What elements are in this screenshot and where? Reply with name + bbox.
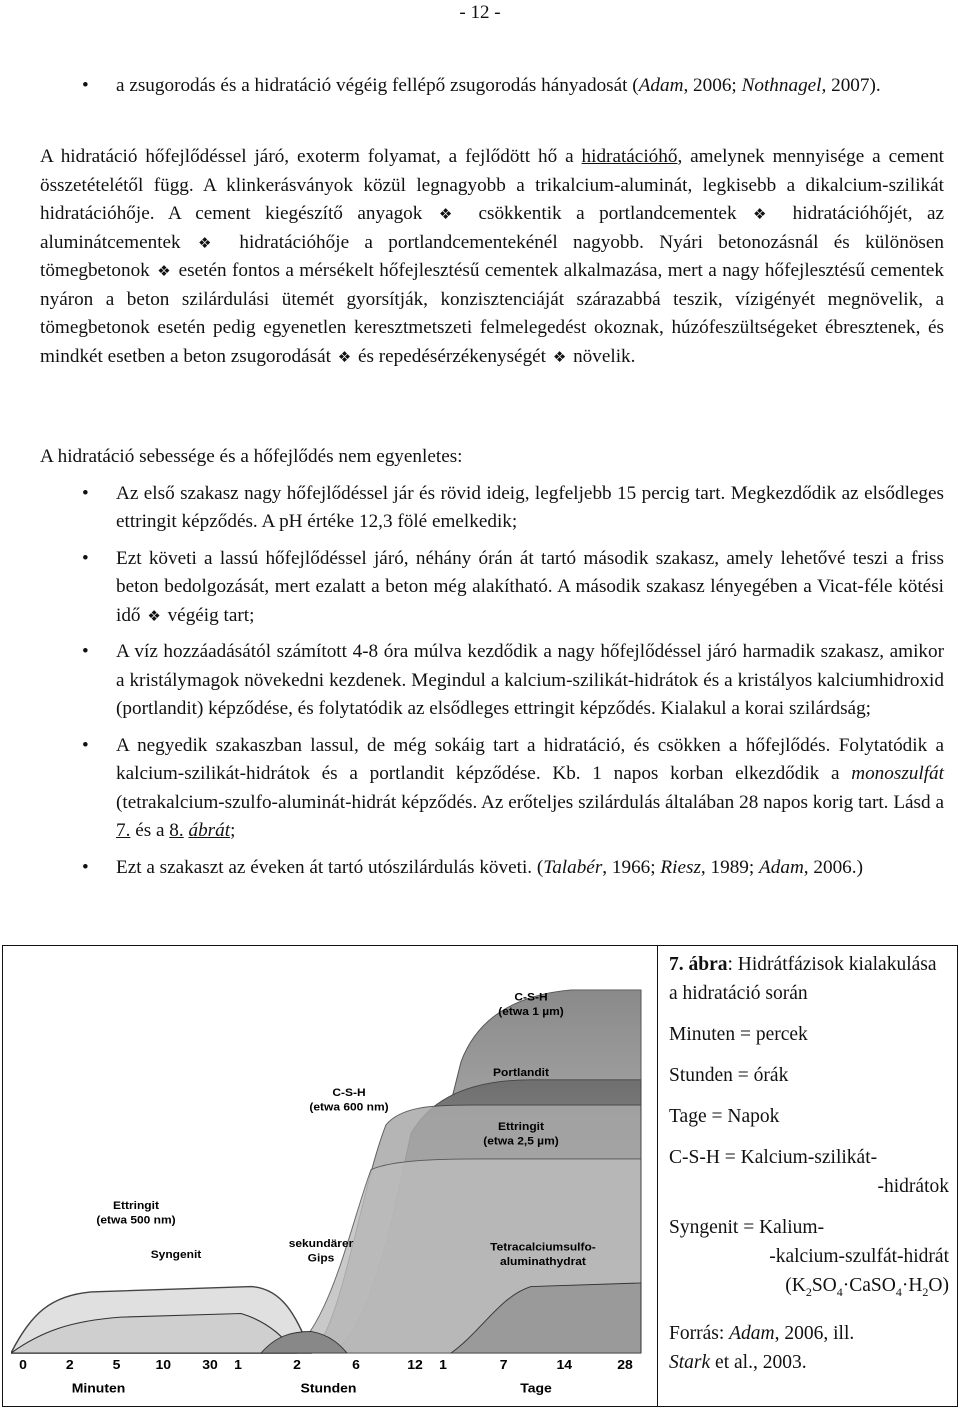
x-tick-label: 7: [499, 1357, 508, 1373]
x-tick-label: 12: [407, 1357, 423, 1373]
diamond-icon: ❖: [753, 205, 777, 223]
stage-bullet-4: • A negyedik szakaszban lassul, de még sokáig tart a hidratáció, és csökken a hőfejlődés. Folytatódik a kalcium-szilikát-hidrátok és a portlandit képződése. Kb. 1 napos korban elkezdődik a monoszulfát (tetrakalcium-szulfo-aluminát-hidrát képződés. Az erőteljes szilárdulás általában 28 napos korig tart. Lásd a 7. és a 8. ábrát;: [82, 734, 944, 841]
label-ettringit-small-size: (etwa 500 nm): [96, 1215, 176, 1227]
diamond-icon: ❖: [147, 606, 161, 625]
label-csh-large-size: (etwa 1 µm): [498, 1006, 564, 1018]
label-gips-1: sekundärer: [288, 1238, 354, 1250]
label-csh-small: C-S-H: [332, 1087, 366, 1099]
x-tick-label: 30: [202, 1357, 218, 1373]
x-tick-label: 5: [112, 1357, 121, 1373]
x-tick-label: 28: [617, 1357, 633, 1373]
label-gips-2: Gips: [307, 1252, 335, 1265]
x-tick-label: 1: [234, 1357, 242, 1373]
legend-stunden: Stunden = órák: [669, 1065, 789, 1086]
x-tick-label: 14: [556, 1357, 573, 1373]
label-ettringit-large: Ettringit: [498, 1121, 544, 1133]
stage-bullet-3: • A víz hozzáadásától számított 4-8 óra múlva kezdődik a nagy hőfejlődéssel járó harmadik szakasz, amikor a kristálymagok növekedni kezdenek. Megindul a kalcium-szilikát-hidrátok és a kristályos kalciumhidroxid (portlandit) képződése, és folytatódik az elsődleges ettringit képződés. Kialakul a korai szilárdság;: [82, 641, 944, 719]
label-csh-small-size: (etwa 600 nm): [309, 1101, 389, 1114]
legend-tage: Tage = Napok: [669, 1106, 780, 1127]
label-csh-large: C-S-H: [514, 992, 548, 1004]
legend-minuten: Minuten = percek: [669, 1024, 808, 1045]
figure-legend: [669, 950, 949, 1389]
figure-caption: 7. ábra: Hidrátfázisok kialakulása a hidratáció során: [669, 954, 937, 1004]
x-tick-label: 10: [155, 1357, 172, 1373]
figure-divider: [657, 946, 658, 1406]
x-tick-label: 0: [19, 1357, 27, 1373]
x-tick-label: 1: [439, 1357, 447, 1373]
x-tick-label: 2: [65, 1357, 74, 1373]
diamond-icon: ❖: [552, 347, 567, 366]
label-tetra-1: Tetracalciumsulfo-: [490, 1242, 596, 1254]
diamond-icon: ❖: [337, 347, 352, 366]
stage-bullet-2: • Ezt követi a lassú hőfejlődéssel járó, néhány órán át tartó második szakasz, amely lehetővé teszi a friss beton bedolgozását, mert ezalatt a beton még alakítható. A második szakasz lényegében a Vicat-féle kötési idő ❖ végéig tart;: [82, 547, 944, 626]
x-group-label: Minuten: [71, 1381, 126, 1396]
hydrate-phase-chart: [11, 954, 647, 1398]
label-tetra-2: aluminathydrat: [500, 1256, 586, 1268]
stage-bullet-1: • Az első szakasz nagy hőfejlődéssel jár és rövid ideig, legfeljebb 15 percig tart. Megkezdődik az elsődleges ettringit képződés. A pH értéke 12,3 fölé emelkedik;: [82, 482, 944, 532]
figure-source: Forrás: Adam, 2006, ill. Stark et al., 2003.: [669, 1322, 855, 1373]
label-portlandit: Portlandit: [493, 1067, 549, 1080]
stages-intro: A hidratáció sebessége és a hőfejlődés nem egyenletes:: [40, 446, 463, 467]
x-group-label: Stunden: [300, 1381, 357, 1396]
diamond-icon: ❖: [198, 233, 222, 252]
label-ettringit-small: Ettringit: [113, 1200, 159, 1213]
diamond-icon: ❖: [157, 262, 172, 280]
x-tick-label: 6: [352, 1357, 360, 1373]
legend-csh: C-S-H = Kalcium-szilikát- -hidrátok: [669, 1147, 949, 1197]
x-group-label: Tage: [520, 1381, 552, 1396]
link-hidratacioho[interactable]: hidratációhő: [581, 146, 678, 167]
legend-syngenit: Syngenit = Kalium- -kalcium-szulfát-hidrát $(K_2SO_4\cdot CaSO_4\cdot H_2O)$: [669, 1217, 949, 1299]
stages-section: [4, 443, 944, 882]
top-bullet: • a zsugorodás és a hidratáció végéig fellépő zsugorodás hányadosát (Adam, 2006; Nothnagel, 2007).: [4, 72, 944, 101]
page-number: - 12 -: [459, 2, 501, 23]
paragraph-hydration-heat: A hidratáció hőfejlődéssel járó, exoterm folyamat, a fejlődött hő a hidratációhő, amelynek mennyisége a cement összetételétől függ. A klinkerásványok közül legnagyobb a trikalcium-aluminát, legkisebb a dikalcium-szilikát hidratációhője. A cement kiegészítő anyagok ❖ csökkentik a portlandcementek ❖ hidratációhőjét, az aluminátcementek ❖ hidratációhője a portlandcementekénél nagyobb. Nyári betonozásnál és különösen tömegbetonok ❖ esetén fontos a mérsékelt hőfejlesztésű cementek alkalmazása, mert a nagy hőfejlesztésű cementek nyáron a beton szilárdulási ütemét gyorsítják, konzisztenciáját szárazabbá teszik, vízigényét megnövelik, a tömegbetonok esetén pedig egyenetlen keresztmetszeti felmelegedést okoznak, húzófeszültségeket ébresztenek, és mindkét esetben a beton zsugorodását ❖ és repedésérzékenységét ❖ növelik.: [40, 146, 945, 367]
label-ettringit-large-size: (etwa 2,5 µm): [483, 1136, 559, 1148]
label-syngenit: Syngenit: [150, 1249, 202, 1261]
stage-bullet-5: • Ezt a szakaszt az éveken át tartó utószilárdulás követi. (Talabér, 1966; Riesz, 1989; Adam, 2006.): [82, 856, 863, 878]
diamond-icon: ❖: [438, 205, 462, 223]
figure-7: [2, 945, 958, 1407]
x-tick-label: 2: [293, 1357, 301, 1373]
bullet-dot-icon: •: [82, 75, 89, 96]
